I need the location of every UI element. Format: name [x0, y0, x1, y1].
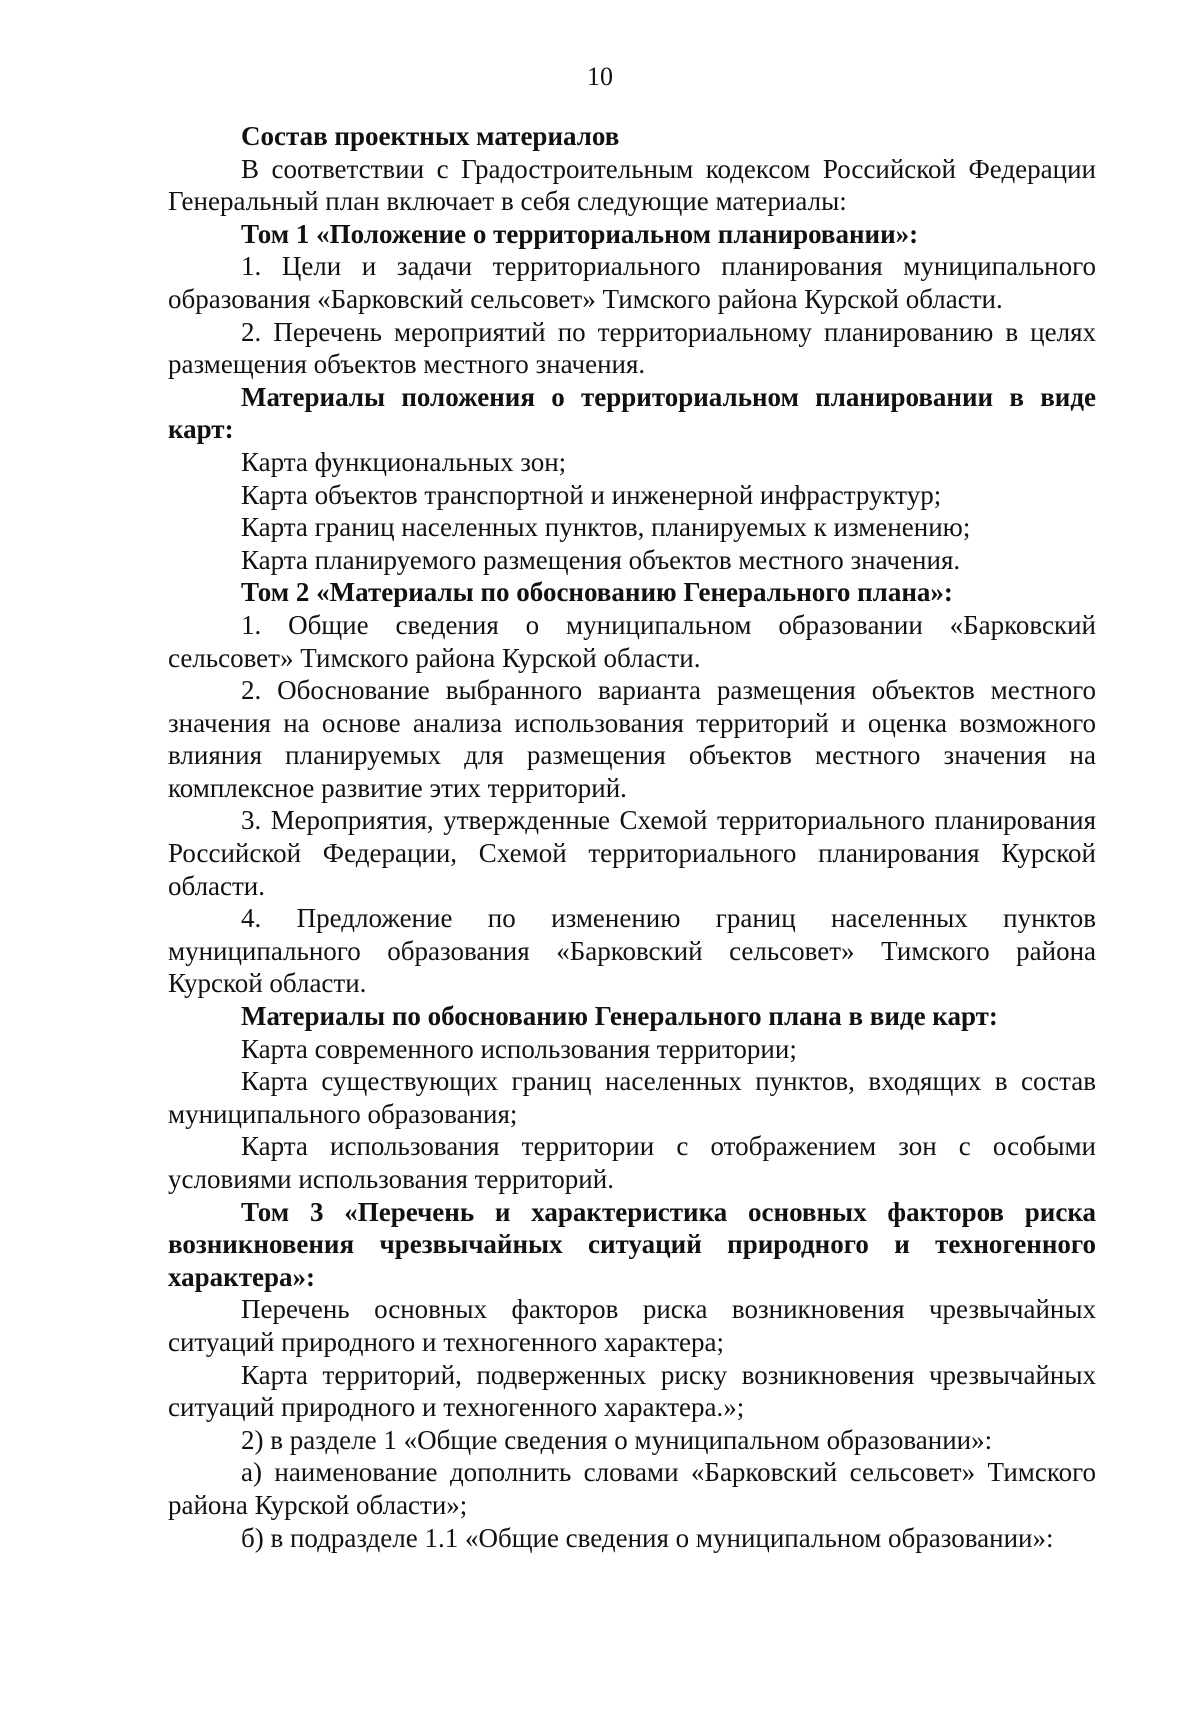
- map-item: Карта использования территории с отображением зон с особыми условиями использования территорий.: [168, 1131, 1096, 1194]
- amendment-subitem: а) наименование дополнить словами «Барковский сельсовет» Тимского района Курской области»;: [168, 1457, 1096, 1520]
- volume-1-item-2: 2. Перечень мероприятий по территориальному планированию в целях размещения объектов местного значения.: [168, 316, 1096, 380]
- page-number: 10: [587, 62, 613, 91]
- volume-1-heading: Том 1 «Положение о территориальном планировании»:: [241, 218, 919, 249]
- volume-1-maps-heading: Материалы положения о территориальном планировании в виде карт:: [168, 381, 1096, 445]
- map-item: Карта границ населенных пунктов, планируемых к изменению;: [241, 512, 971, 543]
- map-item: Карта планируемого размещения объектов местного значения.: [241, 544, 961, 575]
- volume-1-item-1: 1. Цели и задачи территориального планирования муниципального образования «Барковский сельсовет» Тимского района Курской области.: [168, 251, 1096, 314]
- map-item: Карта современного использования территории;: [241, 1033, 797, 1064]
- map-item: Карта существующих границ населенных пунктов, входящих в состав муниципального образования;: [168, 1066, 1096, 1129]
- volume-3-item: Перечень основных факторов риска возникновения чрезвычайных ситуаций природного и техногенного характера;: [168, 1294, 1096, 1357]
- map-item: Карта функциональных зон;: [241, 446, 567, 477]
- volume-2-maps-heading: Материалы по обоснованию Генерального плана в виде карт:: [241, 1001, 998, 1032]
- volume-2-item-4: 4. Предложение по изменению границ населенных пунктов муниципального образования «Барковский сельсовет» Тимского района Курской области.: [168, 903, 1096, 999]
- amendment-item: 2) в разделе 1 «Общие сведения о муниципальном образовании»:: [241, 1424, 993, 1455]
- amendment-subitem: б) в подразделе 1.1 «Общие сведения о муниципальном образовании»:: [241, 1522, 1054, 1553]
- volume-3-item: Карта территорий, подверженных риску возникновения чрезвычайных ситуаций природного и техногенного характера.»;: [168, 1359, 1096, 1423]
- volume-2-item-2: 2. Обоснование выбранного варианта размещения объектов местного значения на основе анализа использования территорий и оценка возможного влияния планируемых для размещения объектов местного значения на комплексное развитие этих территорий.: [168, 675, 1096, 803]
- map-item: Карта объектов транспортной и инженерной инфраструктур;: [241, 479, 942, 510]
- intro-paragraph: В соответствии с Градостроительным кодексом Российской Федерации Генеральный план включает в себя следующие материалы:: [168, 153, 1096, 217]
- volume-2-item-3: 3. Мероприятия, утвержденные Схемой территориального планирования Российской Федерации, Схемой территориального планирования Курской области.: [168, 805, 1096, 901]
- document-body: [168, 120, 1096, 1554]
- volume-2-heading: Том 2 «Материалы по обоснованию Генерального плана»:: [241, 577, 953, 608]
- volume-3-heading: Том 3 «Перечень и характеристика основных факторов риска возникновения чрезвычайных ситуаций природного и техногенного характера»:: [168, 1196, 1096, 1292]
- volume-2-item-1: 1. Общие сведения о муниципальном образовании «Барковский сельсовет» Тимского района Курской области.: [168, 609, 1096, 673]
- section-heading: Состав проектных материалов: [241, 121, 620, 151]
